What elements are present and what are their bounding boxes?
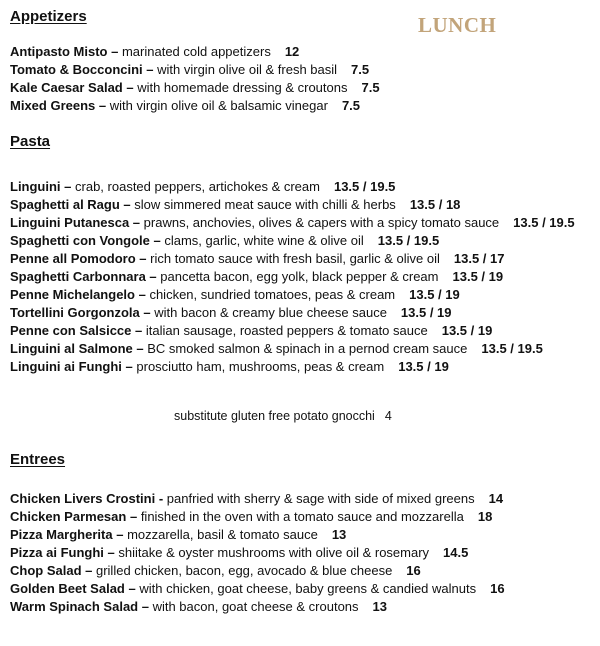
item-name: Spaghetti Carbonnara	[10, 269, 146, 284]
item-description: BC smoked salmon & spinach in a pernod cream sauce	[147, 341, 468, 356]
item-separator: –	[142, 62, 158, 77]
menu-item	[10, 250, 595, 268]
item-name: Pizza ai Funghi	[10, 545, 104, 560]
item-name: Penne all Pomodoro	[10, 251, 136, 266]
menu-item	[10, 97, 595, 115]
item-separator: -	[155, 491, 167, 506]
item-description: with homemade dressing & croutons	[137, 80, 348, 95]
item-description: italian sausage, roasted peppers & tomato sauce	[145, 323, 428, 338]
section-title: Entrees	[10, 451, 66, 468]
item-name: Kale Caesar Salad	[10, 80, 123, 95]
item-price: 13.5 / 17	[453, 251, 505, 266]
item-description: shiitake & oyster mushrooms with olive oil & rosemary	[118, 545, 430, 560]
item-price: 13.5 / 19	[409, 287, 460, 302]
item-name: Warm Spinach Salad	[10, 599, 139, 614]
item-separator: –	[132, 341, 148, 356]
item-name: Linguini Putanesca	[10, 215, 130, 230]
appetizers-section	[10, 7, 595, 115]
menu-item	[10, 340, 595, 358]
item-separator: –	[95, 98, 110, 113]
item-separator: –	[107, 44, 122, 59]
item-price: 13.5 / 19.5	[481, 341, 543, 356]
entrees-list	[10, 490, 595, 616]
item-separator: –	[131, 323, 146, 338]
item-name: Tomato & Bocconcini	[10, 62, 143, 77]
pasta-list	[10, 178, 595, 376]
item-description: with virgin olive oil & fresh basil	[157, 62, 338, 77]
menu-item	[10, 562, 595, 580]
pasta-section	[10, 132, 595, 423]
item-description: crab, roasted peppers, artichokes & cream	[75, 179, 320, 194]
menu-item	[10, 358, 595, 376]
menu-item	[10, 580, 595, 598]
item-name: Antipasto Misto	[10, 44, 108, 59]
item-separator: –	[149, 233, 165, 248]
item-name: Pizza Margherita	[10, 527, 113, 542]
item-name: Tortellini Gorgonzola	[10, 305, 140, 320]
item-separator: –	[145, 269, 161, 284]
item-separator: –	[129, 215, 144, 230]
menu-item	[10, 490, 595, 508]
item-name: Penne con Salsicce	[10, 323, 132, 338]
item-description: prosciutto ham, mushrooms, peas & cream	[136, 359, 385, 374]
menu-label: LUNCH	[418, 13, 497, 37]
menu-item	[10, 43, 595, 61]
item-price: 13.5 / 19.5	[333, 179, 396, 194]
item-name: Chicken Livers Crostini	[10, 491, 156, 506]
menu-item	[10, 304, 595, 322]
item-price: 16	[490, 581, 505, 596]
menu-item	[10, 178, 595, 196]
item-separator: –	[81, 563, 96, 578]
item-separator: –	[122, 80, 138, 95]
item-separator: –	[60, 179, 76, 194]
menu-item	[10, 544, 595, 562]
item-description: marinated cold appetizers	[121, 44, 271, 59]
item-name: Spaghetti al Ragu	[10, 197, 120, 212]
menu-item	[10, 61, 595, 79]
menu-item	[10, 508, 595, 526]
item-description: prawns, anchovies, olives & capers with a spicy tomato sauce	[143, 215, 500, 230]
item-price: 14	[488, 491, 504, 506]
menu	[10, 7, 595, 616]
item-description: with bacon, goat cheese & croutons	[152, 599, 359, 614]
item-separator: –	[121, 359, 137, 374]
item-name: Mixed Greens	[10, 98, 96, 113]
item-name: Chop Salad	[10, 563, 82, 578]
item-price: 7.5	[361, 80, 380, 95]
item-description: panfried with sherry & sage with side of mixed greens	[166, 491, 475, 506]
section-title: Appetizers	[10, 8, 87, 25]
menu-item	[10, 598, 595, 616]
item-price: 13.5 / 19	[452, 269, 504, 284]
item-separator: –	[134, 287, 150, 302]
menu-item	[10, 232, 595, 250]
item-name: Spaghetti con Vongole	[10, 233, 150, 248]
menu-item	[10, 286, 595, 304]
item-price: 13	[372, 599, 388, 614]
item-separator: –	[138, 599, 153, 614]
item-separator: –	[139, 305, 155, 320]
item-description: grilled chicken, bacon, egg, avocado & blue cheese	[95, 563, 393, 578]
item-price: 13.5 / 19	[400, 305, 452, 320]
item-description: with virgin olive oil & balsamic vinegar	[109, 98, 328, 113]
item-name: Penne Michelangelo	[10, 287, 135, 302]
item-description: finished in the oven with a tomato sauce and mozzarella	[140, 509, 464, 524]
item-name: Linguini ai Funghi	[10, 359, 122, 374]
item-price: 18	[477, 509, 493, 524]
item-description: with bacon & creamy blue cheese sauce	[154, 305, 387, 320]
item-separator: –	[124, 581, 140, 596]
item-description: rich tomato sauce with fresh basil, garlic & olive oil	[150, 251, 440, 266]
item-price: 13.5 / 19	[441, 323, 493, 338]
item-name: Chicken Parmesan	[10, 509, 127, 524]
item-separator: –	[135, 251, 151, 266]
item-description: with chicken, goat cheese, baby greens & candied walnuts	[139, 581, 477, 596]
item-price: 13.5 / 19.5	[377, 233, 440, 248]
item-separator: –	[119, 197, 135, 212]
item-price: 13.5 / 19	[398, 359, 449, 374]
item-price: 12	[284, 44, 300, 59]
item-price: 13	[331, 527, 347, 542]
menu-item	[10, 526, 595, 544]
item-description: clams, garlic, white wine & olive oil	[164, 233, 364, 248]
note-text: substitute gluten free potato gnocchi	[174, 409, 375, 423]
item-description: chicken, sundried tomatoes, peas & cream	[149, 287, 396, 302]
menu-item	[10, 214, 595, 232]
item-separator: –	[126, 509, 141, 524]
item-price: 13.5 / 18	[409, 197, 461, 212]
section-title: Pasta	[10, 133, 51, 150]
item-price: 14.5	[443, 545, 469, 560]
menu-item	[10, 268, 595, 286]
appetizers-list	[10, 43, 595, 115]
item-price: 7.5	[341, 98, 361, 113]
item-price: 7.5	[351, 62, 370, 77]
menu-item	[10, 196, 595, 214]
note-price: 4	[384, 409, 392, 423]
entrees-section	[10, 450, 595, 616]
item-separator: –	[112, 527, 128, 542]
item-description: pancetta bacon, egg yolk, black pepper & cream	[160, 269, 439, 284]
menu-item	[10, 79, 595, 97]
item-price: 16	[406, 563, 421, 578]
item-price: 13.5 / 19.5	[513, 215, 575, 230]
item-name: Linguini al Salmone	[10, 341, 133, 356]
item-description: slow simmered meat sauce with chilli & herbs	[134, 197, 396, 212]
item-name: Golden Beet Salad	[10, 581, 125, 596]
gluten-free-note	[174, 409, 595, 423]
item-name: Linguini	[10, 179, 61, 194]
menu-item	[10, 322, 595, 340]
item-separator: –	[103, 545, 119, 560]
item-description: mozzarella, basil & tomato sauce	[127, 527, 318, 542]
